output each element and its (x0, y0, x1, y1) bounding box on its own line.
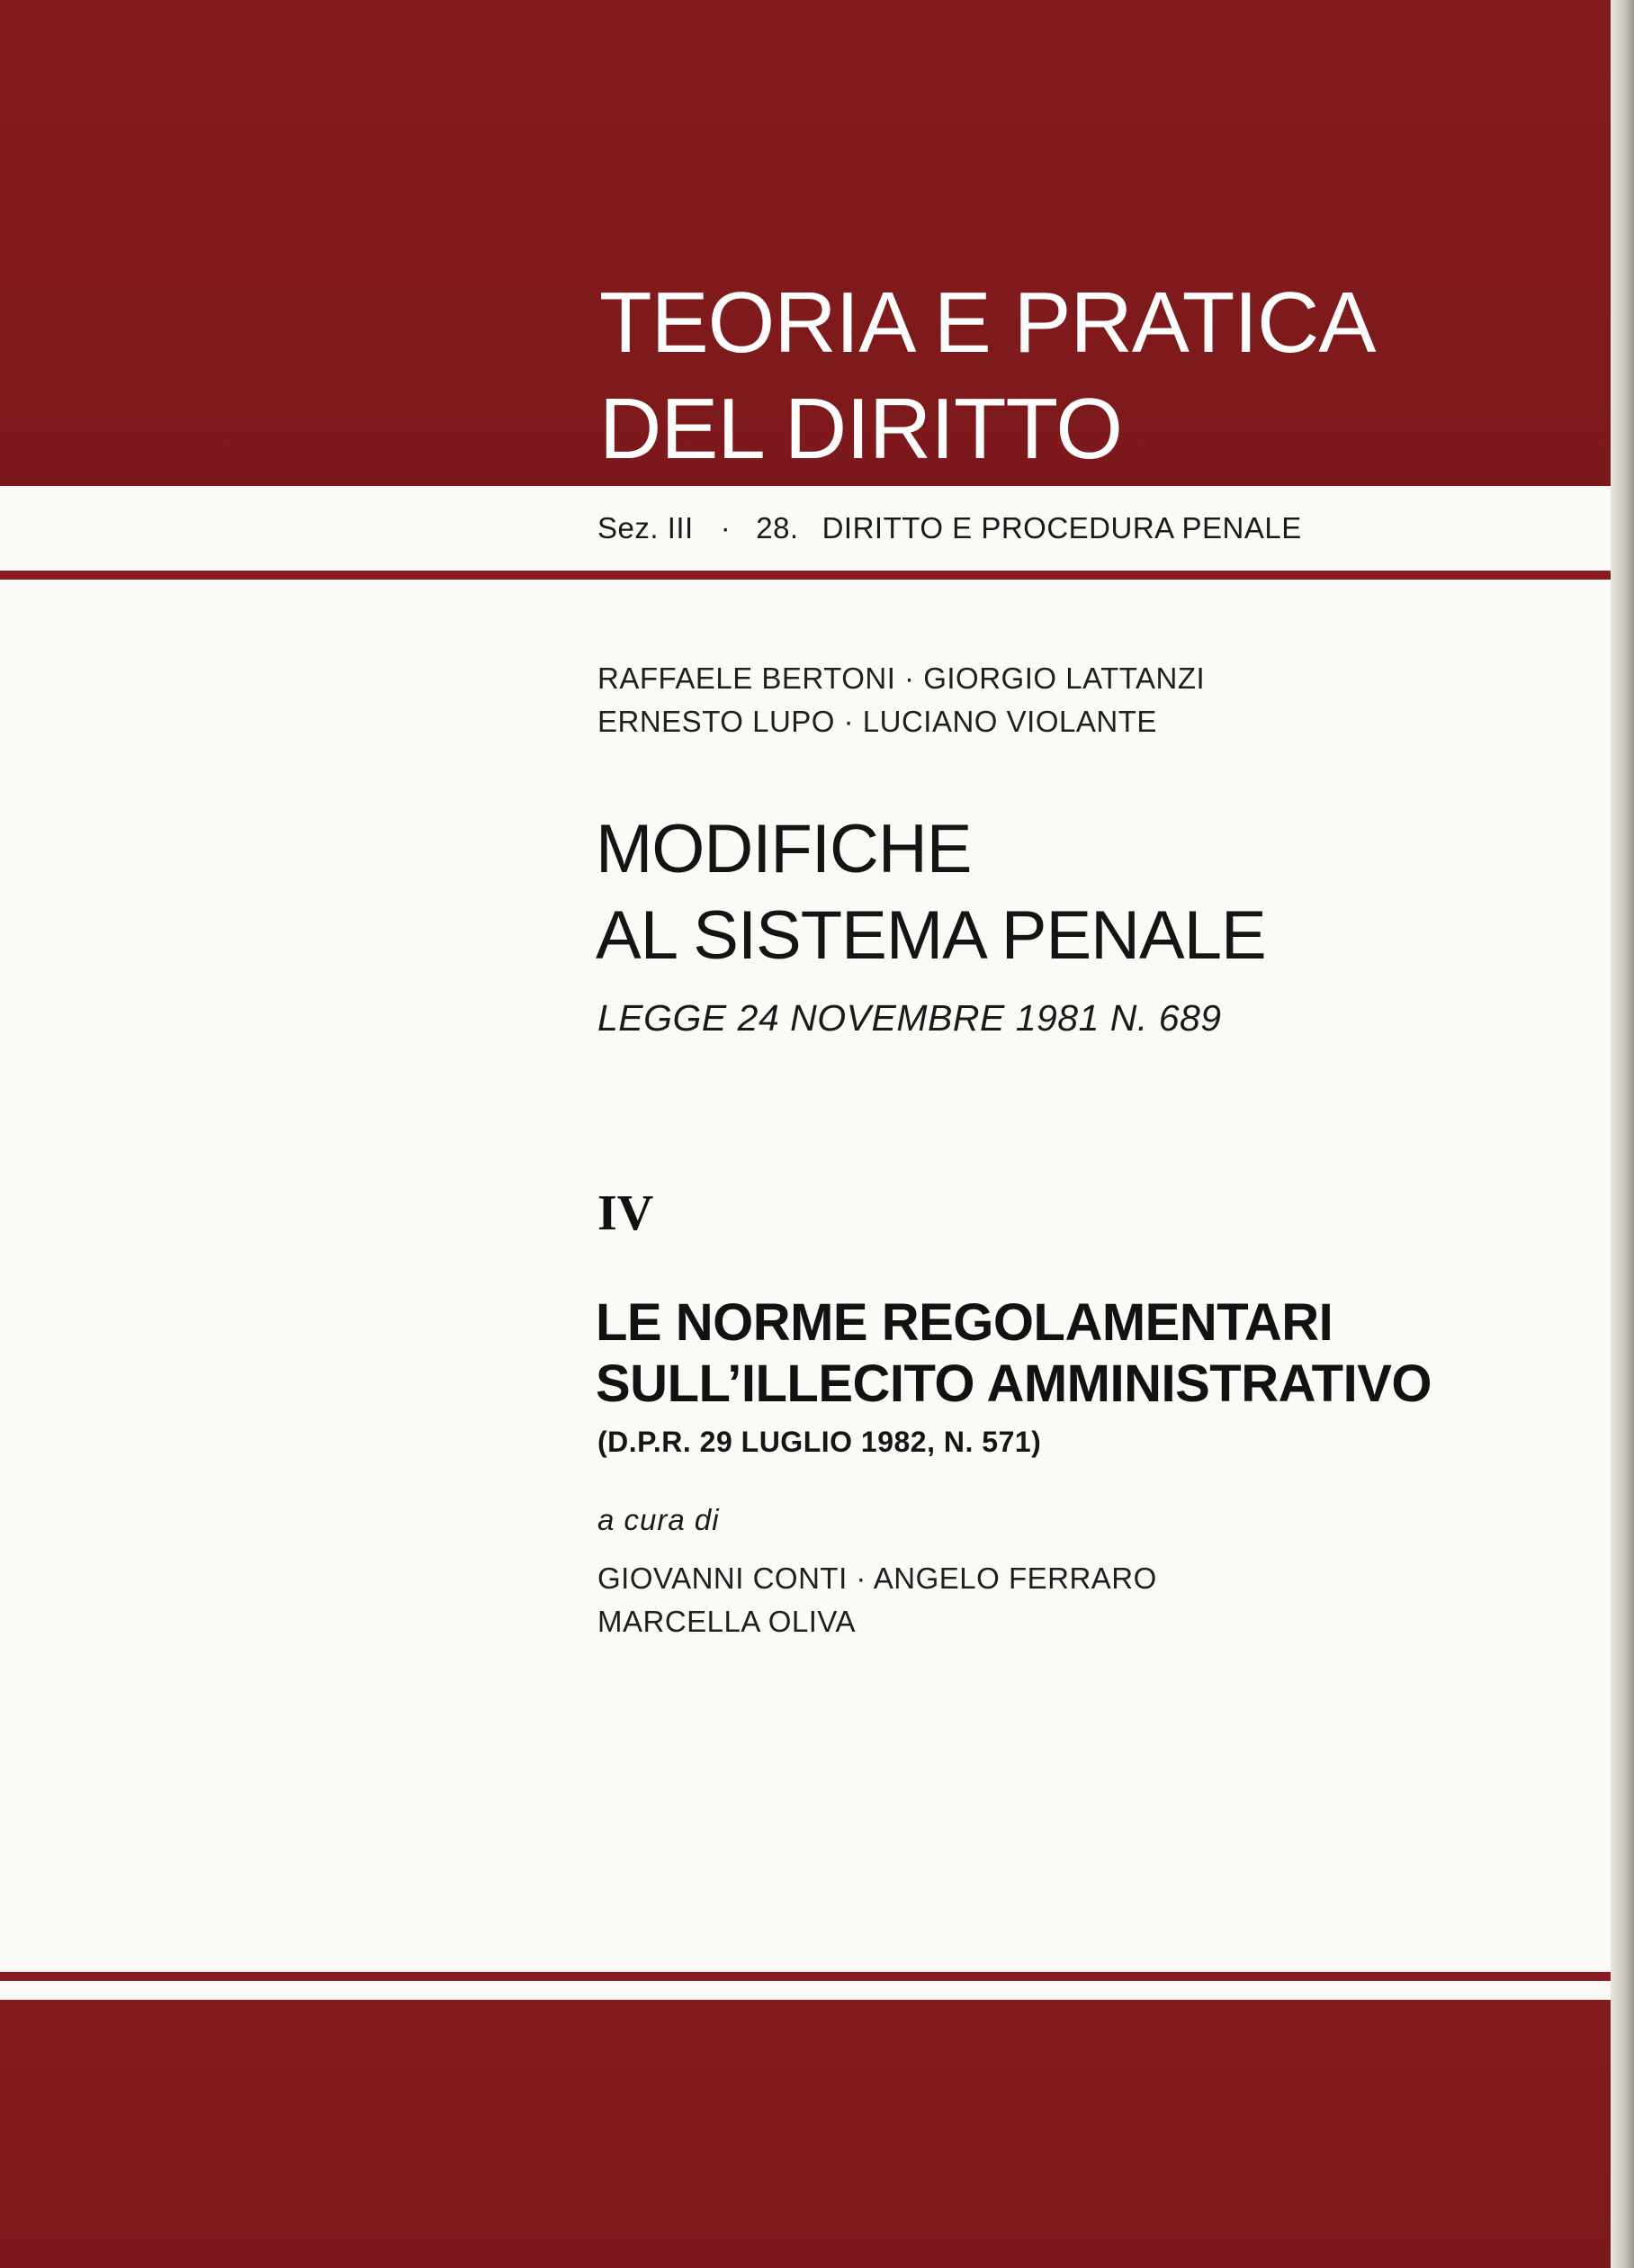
book-title-line-2: AL SISTEMA PENALE (596, 897, 1266, 974)
curators-line-1: GIOVANNI CONTI · ANGELO FERRARO (597, 1562, 1157, 1595)
section-sez: Sez. III (597, 511, 694, 544)
volume-subtitle (596, 1292, 1432, 1415)
book-title-line-1: MODIFICHE (596, 811, 972, 887)
decree-reference: (D.P.R. 29 LUGLIO 1982, N. 571) (597, 1426, 1042, 1458)
volume-subtitle-line-2: SULL’ILLECITO AMMINISTRATIVO (596, 1354, 1432, 1413)
divider-rule-top (0, 571, 1611, 580)
series-title (599, 270, 1375, 482)
authors (597, 657, 1205, 743)
bottom-color-band (0, 2000, 1611, 2268)
authors-line-2: ERNESTO LUPO · LUCIANO VIOLANTE (597, 705, 1157, 738)
curators (597, 1557, 1157, 1643)
section-separator: · (720, 511, 732, 544)
section-line (597, 511, 1302, 545)
book-spine-edge (1611, 0, 1634, 2268)
series-title-line-1: TEORIA E PRATICA (599, 274, 1376, 371)
curators-label: a cura di (597, 1503, 720, 1536)
section-number: 28. (756, 511, 799, 544)
volume-number: IV (597, 1185, 654, 1241)
series-title-line-2: DEL DIRITTO (599, 381, 1123, 477)
curators-line-2: MARCELLA OLIVA (597, 1605, 857, 1638)
section-name: DIRITTO E PROCEDURA PENALE (821, 511, 1302, 544)
volume-subtitle-line-1: LE NORME REGOLAMENTARI (596, 1293, 1333, 1352)
law-reference: LEGGE 24 NOVEMBRE 1981 N. 689 (597, 997, 1222, 1039)
divider-rule-bottom (0, 1972, 1611, 1981)
authors-line-1: RAFFAELE BERTONI · GIORGIO LATTANZI (597, 662, 1206, 695)
book-title (596, 806, 1266, 979)
